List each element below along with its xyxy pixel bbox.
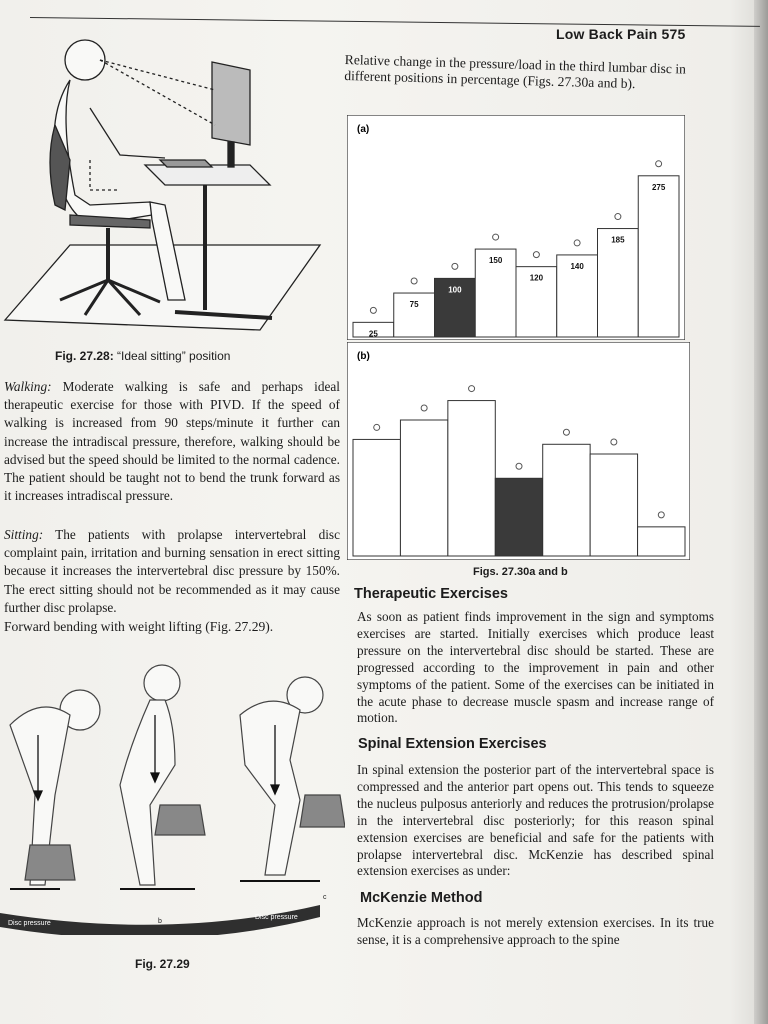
walking-text: Moderate walking is safe and perhaps ideal therapeutic exercise for those with PIVD. If the speed of walking is increased from 90 steps/minute it further can increase the intradiscal pressure, therefore, walking should be advised but the speed should be limited to the normal cadence. The patient should be taught not to bend the trunk forward as it increases intradiscal pressure. xyxy=(4,379,340,504)
bar-5 xyxy=(543,444,590,556)
bar-value-label: 185 xyxy=(611,235,625,245)
walking-term: Walking: xyxy=(4,379,52,394)
posture-figure-icon xyxy=(374,424,380,430)
bar-8 xyxy=(638,176,679,337)
posture-figure-icon xyxy=(452,263,458,269)
bar-value-label: 140 xyxy=(570,261,584,271)
figure-intro-text: Relative change in the pressure/load in the third lumbar disc in different positions in percentage (Figs. 27.30a and b). xyxy=(344,52,687,92)
posture-figure-icon xyxy=(656,161,662,167)
disc-pressure-label-a: Disc pressure xyxy=(8,920,51,927)
bar-value-label: 25 xyxy=(368,329,378,339)
bar-3 xyxy=(448,401,495,556)
posture-figure-icon xyxy=(411,278,417,284)
posture-figure-icon xyxy=(421,405,427,411)
mckenzie-method-heading: McKenzie Method xyxy=(360,890,483,906)
posture-figure-icon xyxy=(516,463,522,469)
posture-figure-icon xyxy=(469,386,475,392)
walking-paragraph xyxy=(4,378,340,505)
panel-label-a: (a) xyxy=(357,124,370,135)
mckenzie-method-text: McKenzie approach is not merely extension exercises. In its true sense, it is a comprehensive approach to the spine xyxy=(357,915,714,947)
running-head-title: Low Back Pain xyxy=(556,26,658,42)
bar-2 xyxy=(400,420,447,556)
bar-1 xyxy=(353,439,400,556)
disc-pressure-chart-a xyxy=(347,115,685,340)
forward-bending-paragraph: Forward bending with weight lifting (Fig. 27.29). xyxy=(4,619,274,634)
fig-27-30-caption: Figs. 27.30a and b xyxy=(473,566,568,578)
therapeutic-exercises-text: As soon as patient finds improvement in the sign and symptoms exercises are started. Initially exercises which produce least pressure on the intervertebral disc should be started. These are progressed according to the improvement in pain and other symptoms of the patient. Some of the exercises can be initiated in the acute phase to decrease muscle spasm and increase range of motion. xyxy=(357,609,714,726)
bar-4 xyxy=(495,478,542,556)
bar-6 xyxy=(590,454,637,556)
therapeutic-exercises-heading: Therapeutic Exercises xyxy=(354,586,508,602)
disc-pressure-label-c: Disc pressure xyxy=(255,914,298,921)
sitting-paragraph xyxy=(4,526,340,617)
panel-label-b: (b) xyxy=(357,351,370,362)
bar-value-label: 75 xyxy=(409,300,419,310)
fig-27-29-caption: Fig. 27.29 xyxy=(135,957,190,971)
disc-pressure-chart-b xyxy=(347,342,690,560)
fig-27-28-caption-label: Fig. 27.28: xyxy=(55,349,114,363)
posture-figure-icon xyxy=(563,429,569,435)
posture-figure-icon xyxy=(615,214,621,220)
bar-value-label: 150 xyxy=(488,256,503,266)
sitting-text: The patients with prolapse intervertebral disc complaint pain, irritation and burning sensation in erect sitting because it increases the intervertebral disc pressure by 150%. The erect sitting should not be recommended as it may cause further disc prolapse. xyxy=(4,527,340,615)
spinal-extension-heading: Spinal Extension Exercises xyxy=(358,736,547,752)
label-c: c xyxy=(323,894,327,901)
posture-figure-icon xyxy=(574,240,580,246)
spinal-extension-text: In spinal extension the posterior part of the intervertebral space is compressed and the anterior part opens out. This tends to squeeze the nucleus pulposus anteriorly and reduces the protrusion/prolapse in the intervertebral disc posteriorly; for this reason spinal extension exercises are beneficial and safe for the patients with prolapse intervertebral disc. McKenzie has described spinal extension exercises as under: xyxy=(357,762,714,879)
label-b: b xyxy=(158,918,162,925)
bar-value-label: 100 xyxy=(448,285,462,295)
fig-27-28-caption xyxy=(55,349,230,363)
posture-figure-icon xyxy=(533,252,539,258)
posture-figure-icon xyxy=(658,512,664,518)
running-head xyxy=(556,26,685,42)
fig-27-28-caption-text: “Ideal sitting” position xyxy=(117,349,231,363)
posture-figure-icon xyxy=(370,307,376,313)
posture-figure-icon xyxy=(611,439,617,445)
bar-value-label: 275 xyxy=(651,182,666,192)
page-edge xyxy=(754,0,768,1024)
sitting-term: Sitting: xyxy=(4,527,44,542)
bar-value-label: 120 xyxy=(529,273,544,283)
forward-bending-figure xyxy=(0,655,345,935)
running-head-page: 575 xyxy=(661,26,686,42)
bar-7 xyxy=(638,527,685,556)
bar-7 xyxy=(598,229,639,337)
posture-figure-icon xyxy=(493,234,499,240)
ideal-sitting-figure xyxy=(0,30,330,345)
